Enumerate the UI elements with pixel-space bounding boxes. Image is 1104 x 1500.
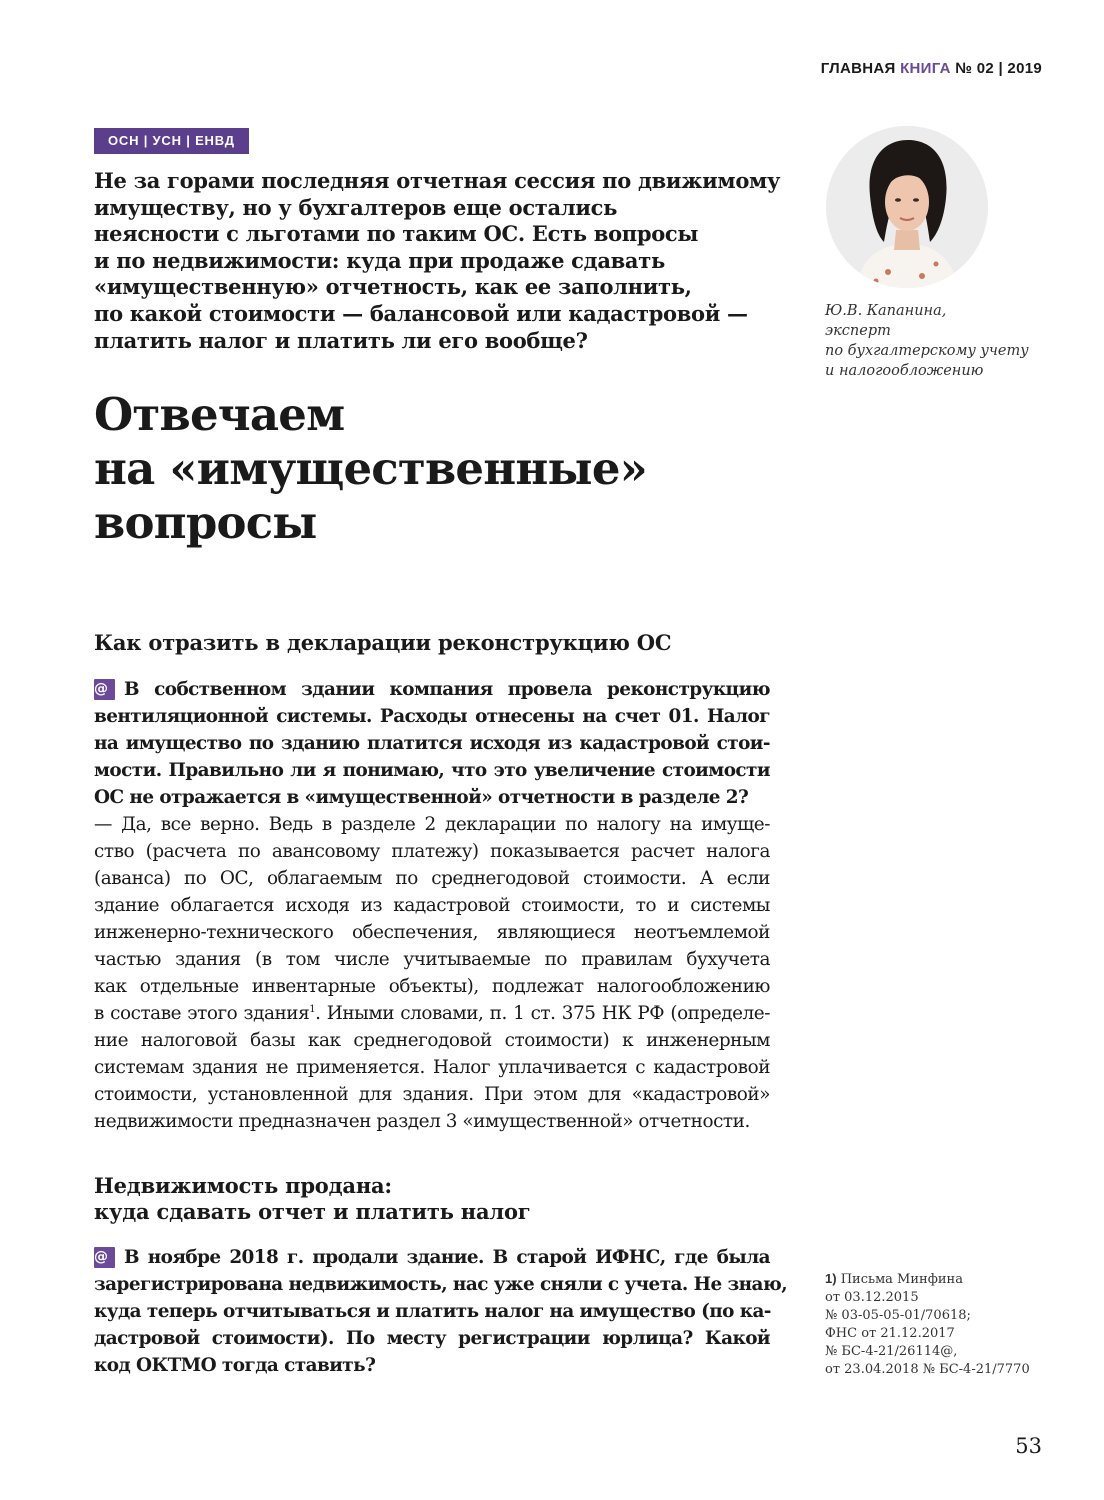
email-question-icon: @ bbox=[94, 679, 115, 700]
answer-line: ние налоговой базы как среднегодовой стоимости) к инженерным bbox=[94, 1030, 770, 1051]
section2-heading bbox=[94, 1173, 530, 1225]
masthead-issue: № 02 | 2019 bbox=[955, 60, 1042, 77]
footnote-line: № 03-05-05-01/70618; bbox=[825, 1308, 971, 1323]
section1-heading bbox=[94, 630, 671, 656]
question-line: ОС не отражается в «имущественной» отчетности в разделе 2? bbox=[94, 787, 749, 808]
answer-line-text: в составе этого здания bbox=[94, 1003, 310, 1024]
section1-answer bbox=[94, 811, 770, 1135]
footnote-line bbox=[825, 1270, 1030, 1289]
footnote-line-text: Письма Минфина bbox=[840, 1272, 963, 1287]
question-line bbox=[94, 676, 770, 703]
answer-line: ство (расчета по авансовому платежу) показывается расчет налога bbox=[94, 841, 770, 862]
footnote-line: ФНС от 21.12.2017 bbox=[825, 1326, 955, 1341]
lead-line: Не за горами последняя отчетная сессия по движимому bbox=[94, 168, 781, 193]
footnote-number: 1) bbox=[825, 1271, 837, 1286]
lead-line: и по недвижимости: куда при продаже сдавать bbox=[94, 247, 665, 273]
section1-heading-text: Как отразить в декларации реконструкцию ОС bbox=[94, 630, 672, 655]
footnote-line: № БС-4-21/26114@, bbox=[825, 1344, 958, 1359]
masthead-brand-2: КНИГА bbox=[900, 60, 951, 77]
lead-paragraph bbox=[94, 168, 794, 354]
answer-line bbox=[94, 1000, 770, 1027]
question-line-text: В ноябре 2018 г. продали здание. В старой ИФНС, где была bbox=[124, 1247, 770, 1268]
author-photo bbox=[826, 126, 988, 288]
answer-line: как отдельные инвентарные объекты), подлежат налогообложению bbox=[94, 976, 770, 997]
lead-line: имуществу, но у бухгалтеров еще остались bbox=[94, 194, 618, 220]
answer-line: — Да, все верно. Ведь в разделе 2 декларации по налогу на имуще- bbox=[94, 814, 770, 835]
answer-line: (аванса) по ОС, облагаемым по среднегодовой стоимости. А если bbox=[94, 868, 770, 889]
lead-line: неясности с льготами по таким ОС. Есть вопросы bbox=[94, 221, 699, 247]
author-caption-line: Ю.В. Капанина, bbox=[825, 303, 947, 319]
tax-regime-tag: ОСН | УСН | ЕНВД bbox=[94, 128, 249, 154]
title-line: вопросы bbox=[94, 496, 317, 549]
footnote-ref: 1 bbox=[309, 1004, 316, 1015]
question-line: куда теперь отчитываться и платить налог на имущество (по ка- bbox=[94, 1301, 771, 1322]
answer-line: частью здания (в том числе учитываемые по правилам бухучета bbox=[94, 949, 770, 970]
article-title bbox=[94, 388, 647, 550]
email-question-icon: @ bbox=[94, 1247, 115, 1268]
question-line: вентиляционной системы. Расходы отнесены на счет 01. Налог bbox=[94, 706, 770, 727]
title-line: на «имущественные» bbox=[94, 442, 648, 495]
author-caption-line: эксперт bbox=[825, 323, 891, 339]
question-line: дастровой стоимости). По месту регистрации юрлица? Какой bbox=[94, 1328, 770, 1349]
answer-line: стоимости, установленной для здания. При этом для «кадастровой» bbox=[94, 1084, 770, 1105]
footnote-line: от 03.12.2015 bbox=[825, 1290, 919, 1305]
page-number: 53 bbox=[1015, 1434, 1042, 1458]
answer-line: инженерно-технического обеспечения, являющиеся неотъемлемой bbox=[94, 922, 770, 943]
masthead-brand-1: ГЛАВНАЯ bbox=[820, 60, 896, 77]
question-line bbox=[94, 1244, 770, 1271]
section2-heading-line: куда сдавать отчет и платить налог bbox=[94, 1199, 531, 1224]
question-line: на имущество по зданию платится исходя из кадастровой стои- bbox=[94, 733, 770, 754]
author-caption-line: и налогообложению bbox=[825, 363, 984, 379]
lead-line: платить налог и платить ли его вообще? bbox=[94, 327, 588, 353]
footnote bbox=[825, 1270, 1030, 1379]
section1-question bbox=[94, 676, 770, 811]
section2-question bbox=[94, 1244, 788, 1379]
question-line: зарегистрирована недвижимость, нас уже сняли с учета. Не знаю, bbox=[94, 1274, 788, 1295]
answer-line: недвижимости предназначен раздел 3 «имущественной» отчетности. bbox=[94, 1111, 750, 1132]
lead-line: «имущественную» отчетность, как ее заполнить, bbox=[94, 274, 692, 300]
title-line: Отвечаем bbox=[94, 388, 345, 441]
question-line-text: В собственном здании компания провела реконструкцию bbox=[124, 679, 770, 700]
masthead bbox=[821, 60, 1042, 77]
answer-line: здание облагается исходя из кадастровой стоимости, то и системы bbox=[94, 895, 770, 916]
section2-heading-line: Недвижимость продана: bbox=[94, 1173, 392, 1198]
author-caption-line: по бухгалтерскому учету bbox=[825, 343, 1029, 359]
question-line: мости. Правильно ли я понимаю, что это увеличение стоимости bbox=[94, 760, 770, 781]
answer-line-text: . Иными словами, п. 1 ст. 375 НК РФ (определе- bbox=[315, 1003, 770, 1024]
author-portrait-illustration bbox=[826, 126, 988, 288]
author-caption bbox=[825, 301, 1029, 381]
answer-line: системам здания не применяется. Налог уплачивается с кадастровой bbox=[94, 1057, 770, 1078]
question-line: код ОКТМО тогда ставить? bbox=[94, 1355, 376, 1376]
footnote-line: от 23.04.2018 № БС-4-21/7770 bbox=[825, 1362, 1030, 1377]
lead-line: по какой стоимости — балансовой или кадастровой — bbox=[94, 300, 748, 326]
